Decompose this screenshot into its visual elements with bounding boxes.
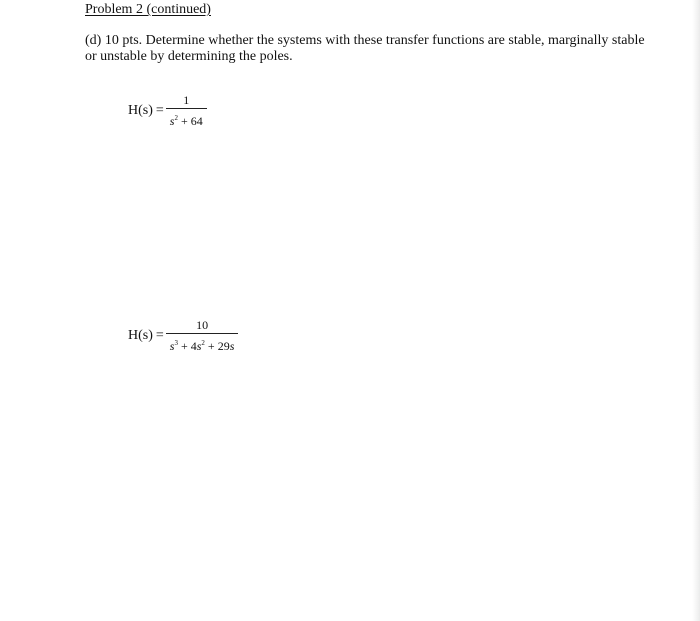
denominator-term: + 29 [207, 339, 230, 353]
denominator [166, 333, 239, 353]
question-text: (d) 10 pts. Determine whether the systems with these transfer functions are stable, marginally stable or unstable by determining the poles. [85, 33, 645, 64]
equals-sign: = [155, 102, 164, 118]
denominator-term: + 64 [180, 114, 203, 128]
equation-lhs: H(s) [128, 102, 153, 118]
numerator: 1 [183, 93, 190, 107]
denominator-term: s [169, 114, 175, 128]
transfer-function-2 [128, 318, 238, 353]
denominator-term: + 4 [180, 339, 197, 353]
denominator-term: s [196, 339, 202, 353]
fraction [166, 318, 239, 353]
exponent: 2 [201, 339, 205, 347]
denominator-term: s [169, 339, 175, 353]
exponent: 3 [174, 339, 178, 347]
transfer-function-1 [128, 93, 207, 128]
fraction [166, 93, 207, 128]
page-edge-shadow [692, 0, 700, 621]
equals-sign: = [155, 327, 164, 343]
denominator-term: s [229, 339, 235, 353]
page-title: Problem 2 (continued) [85, 2, 211, 17]
exponent: 2 [174, 114, 178, 122]
denominator [166, 108, 207, 128]
equation-lhs: H(s) [128, 327, 153, 343]
numerator: 10 [196, 318, 209, 332]
